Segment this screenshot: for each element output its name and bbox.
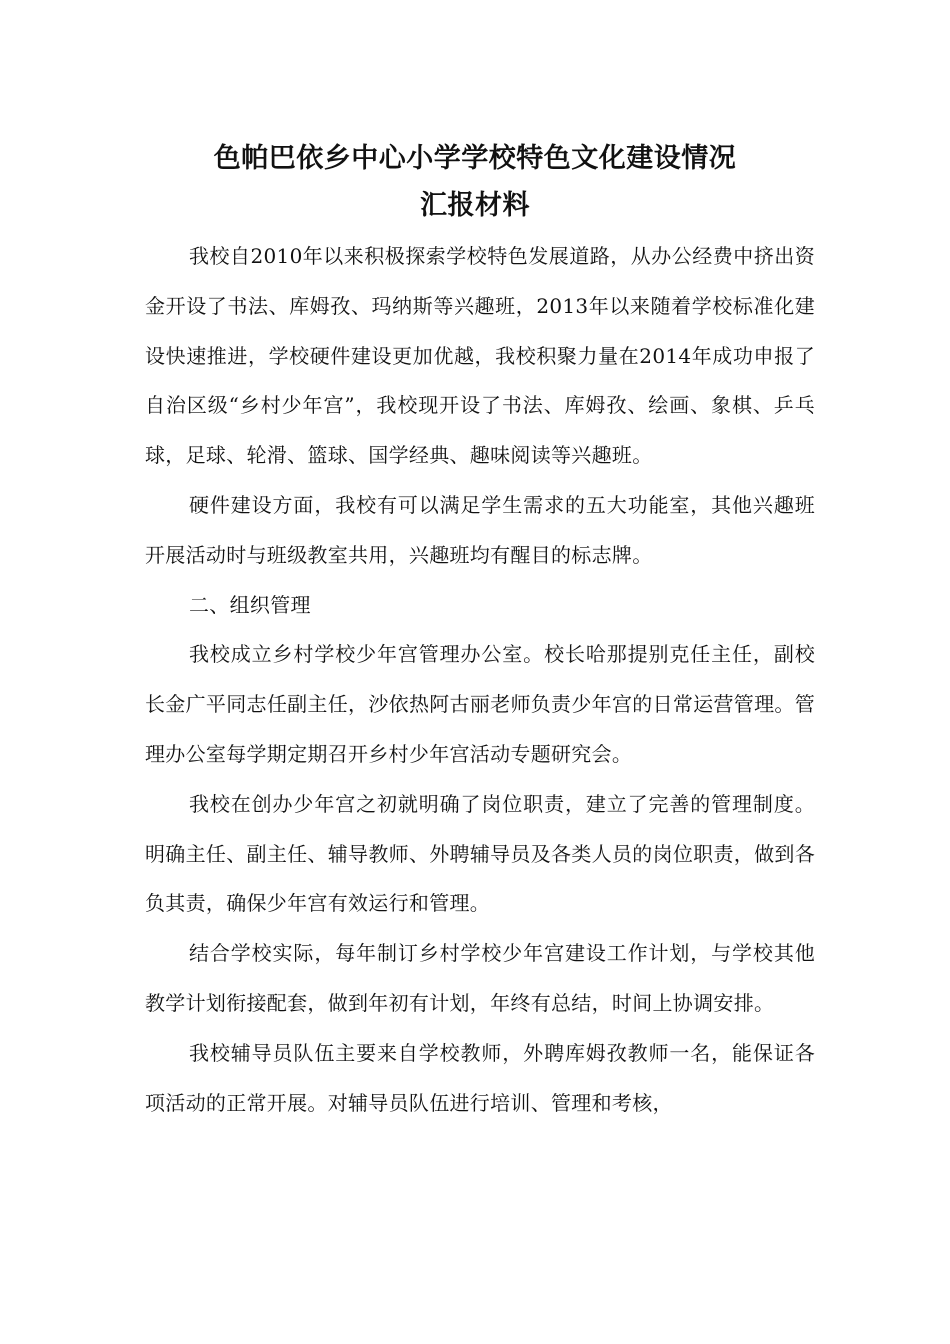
paragraph-responsibilities: 我校在创办少年宫之初就明确了岗位职责，建立了完善的管理制度。明确主任、副主任、辅导教师、外聘辅导员及各类人员的岗位职责，做到各负其责，确保少年宫有效运行和管理。 — [145, 791, 815, 916]
document-body — [145, 232, 815, 1128]
document-title-line1: 色帕巴依乡中心小学学校特色文化建设情况 — [213, 143, 737, 174]
paragraph-management-office: 我校成立乡村学校少年宫管理办公室。校长哈那提别克任主任，副校长金广平同志任副主任，沙依热阿古丽老师负责少年宫的日常运营管理。管理办公室每学期定期召开乡村少年宫活动专题研究会。 — [145, 642, 815, 766]
document-title-line2: 汇报材料 — [420, 190, 530, 221]
paragraph-hardware: 硬件建设方面，我校有可以满足学生需求的五大功能室，其他兴趣班开展活动时与班级教室共用，兴趣班均有醒目的标志牌。 — [145, 492, 815, 567]
paragraph-work-plan: 结合学校实际，每年制订乡村学校少年宫建设工作计划，与学校其他教学计划衔接配套，做到年初有计划，年终有总结，时间上协调安排。 — [145, 941, 815, 1015]
section-heading-organization: 二、组织管理 — [189, 592, 311, 617]
paragraph-counselors: 我校辅导员队伍主要来自学校教师，外聘库姆孜教师一名，能保证各项活动的正常开展。对辅导员队伍进行培训、管理和考核， — [145, 1040, 815, 1115]
paragraph-intro: 我校自2010年以来积极探索学校特色发展道路，从办公经费中挤出资金开设了书法、库姆孜、玛纳斯等兴趣班，2013年以来随着学校标准化建设快速推进，学校硬件建设更加优越，我校积聚力量在2014年成功申报了自治区级“乡村少年宫”，我校现开设了书法、库姆孜、绘画、象棋、乒乓球，足球、轮滑、篮球、国学经典、趣味阅读等兴趣班。 — [145, 244, 815, 468]
